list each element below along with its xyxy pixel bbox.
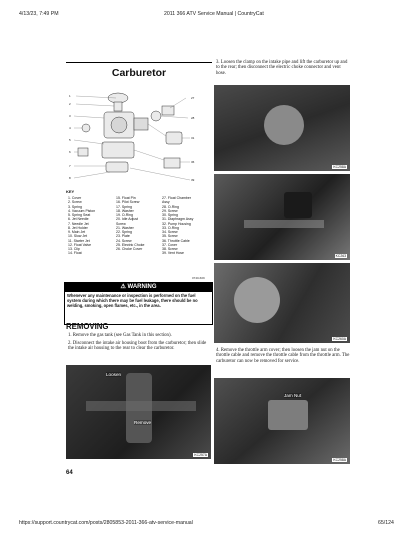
key-item: 23. Plate [116, 234, 130, 239]
photo-code: KC260A [333, 337, 346, 341]
key-item: 25. Electric Choke [116, 242, 145, 247]
warning-box [64, 282, 213, 325]
print-page-title: 2011 366 ATV Service Manual | CountryCat [164, 11, 264, 17]
key-item: 35. Screw [162, 234, 178, 239]
key-item: 17. Spring [116, 204, 132, 209]
key-item: Assy [162, 200, 170, 205]
carburetor-removal-photo [214, 263, 350, 343]
key-item: 20. Idle Adjust [116, 217, 138, 222]
key-item: 5. Spring Seat [68, 213, 91, 217]
key-item: 4. Vacuum Piston [68, 208, 96, 213]
key-item: 9. Main Jet [68, 230, 86, 234]
removing-heading: REMOVING [66, 322, 109, 331]
intake-boot-photo [66, 365, 211, 459]
key-item: 30. Spring [162, 213, 178, 217]
carburetor-exploded-view [66, 88, 211, 192]
throttle-arm-photo [214, 378, 350, 464]
key-item: 3. Spring [68, 204, 83, 209]
svg-text:28: 28 [191, 116, 195, 120]
exploded-view-code: 0740-609 [192, 276, 205, 280]
key-item: 16. Pilot Screw [116, 200, 140, 205]
step-2: 2. Disconnect the intake air housing boot from the carburetor; then slide the intake air housing to the rear to clear the carburetor. [68, 341, 207, 352]
page-number: 64 [66, 470, 73, 476]
step-4: 4. Remove the throttle arm cover; then loosen the jam nut on the throttle cable and remove the throttle cable from the throttle arm. The carburetor can now be removed for service. [216, 348, 350, 364]
svg-text:4: 4 [69, 126, 71, 130]
step-1: 1. Remove the gas tank (see Gas Tank in this section). [68, 333, 172, 338]
key-column-1 [68, 196, 95, 256]
svg-text:31: 31 [191, 136, 195, 140]
key-item: 29. Screw [162, 208, 178, 213]
key-item: 8. Jet Holder [68, 225, 88, 230]
key-item: Screw [116, 221, 126, 226]
key-item: 33. O-Ring [162, 225, 179, 230]
photo-code: KC258A [333, 165, 346, 169]
print-url: https://support.countrycat.com/posts/2805853-2011-366-atv-service-manual [19, 520, 193, 526]
svg-text:5: 5 [69, 138, 71, 142]
key-item: 22. Spring [116, 230, 132, 234]
remove-label: Remove [134, 420, 152, 425]
key-item: 39. Vent Hose [162, 251, 184, 256]
key-item: 13. Clip [68, 247, 80, 251]
print-page-counter: 65/124 [378, 520, 394, 526]
svg-text:3: 3 [69, 114, 71, 118]
key-item: 27. Float Chamber [162, 196, 191, 200]
key-heading: KEY [66, 189, 75, 194]
svg-text:39: 39 [191, 178, 195, 182]
svg-text:6: 6 [69, 150, 71, 154]
section-title: Carburetor [111, 67, 167, 79]
key-item: 36. Throttle Cable [162, 238, 190, 243]
svg-text:1: 1 [69, 94, 71, 98]
svg-text:27: 27 [191, 96, 195, 100]
warning-heading: ⚠ WARNING [65, 283, 212, 292]
key-item: 1. Cover [68, 196, 82, 200]
intake-pipe-photo [214, 85, 350, 171]
key-item: 10. Slow Jet [68, 234, 88, 239]
key-column-3 [162, 196, 193, 256]
key-item: 37. Cover [162, 242, 178, 247]
key-item: 24. Screw [116, 238, 132, 243]
svg-text:7: 7 [69, 164, 71, 168]
print-datetime: 4/13/23, 7:49 PM [19, 11, 59, 17]
svg-text:36: 36 [191, 160, 195, 164]
svg-text:2: 2 [69, 102, 71, 106]
jam-nut-label: Jam Nut [284, 393, 302, 398]
warning-text: Whenever any maintenance or inspection is performed on the fuel system during which there may be fuel leakage, there should be no welding, smoking, open flames, etc., in the area. [67, 293, 198, 308]
key-item: 11. Starter Jet [68, 238, 90, 243]
key-item: 38. Screw [162, 247, 178, 251]
key-item: 31. Diaphragm Assy [162, 217, 194, 222]
key-item: 6. Jet Needle [68, 217, 89, 222]
key-item: 28. O-Ring [162, 204, 179, 209]
key-item: 21. Washer [116, 225, 134, 230]
loosen-label: Loosen [106, 372, 122, 377]
key-item: 32. Pump Housing [162, 221, 191, 226]
title-rule [66, 62, 212, 63]
key-column-2 [116, 196, 144, 251]
key-item: 7. Needle Jet [68, 221, 89, 226]
photo-code: KC257A [194, 453, 207, 457]
key-item: 12. Float Valve [68, 242, 92, 247]
photo-code: KC258A [333, 458, 346, 462]
key-item: 14. Float [68, 251, 82, 256]
key-item: 26. Choke Cover [116, 247, 143, 251]
exploded-view-drawing [66, 88, 211, 192]
step-3: 3. Loosen the clamp on the intake pipe and lift the carburetor up and to the rear; then disconnect the electric choke connector and vent hose. [216, 60, 348, 76]
choke-connector-photo [214, 174, 350, 260]
key-item: 19. O-Ring [116, 213, 133, 217]
key-item: 34. Screw [162, 230, 178, 234]
key-item: 18. Washer [116, 208, 134, 213]
key-item: 15. Float Pin [116, 196, 136, 200]
photo-code: KC263 [335, 254, 346, 258]
svg-text:8: 8 [69, 176, 71, 180]
key-item: 2. Screw [68, 200, 82, 205]
